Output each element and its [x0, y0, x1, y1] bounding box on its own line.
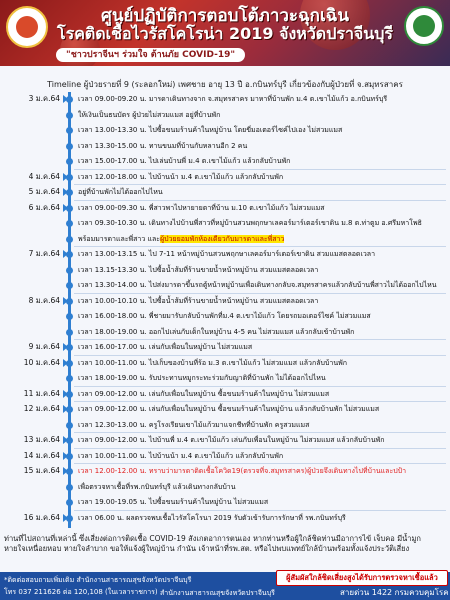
timeline-dot-icon	[66, 127, 73, 134]
entry-text: เวลา 06.00 น. ผลตรวจพบเชื้อไวรัสโคโรนา 2019 รับตัวเข้ารับการรักษาที่ รพ.กบินทร์บุรี	[78, 513, 346, 522]
timeline-entry	[0, 480, 450, 494]
timeline-entry	[0, 371, 450, 385]
timeline-dot-icon	[66, 515, 73, 522]
timeline-dot-icon	[66, 158, 73, 165]
timeline-entry	[0, 278, 450, 292]
timeline	[0, 92, 450, 528]
timeline-entry	[0, 247, 450, 261]
org-name: สำนักงานสาธารณสุขจังหวัดปราจีนบุรี	[160, 589, 275, 597]
page-title: ศูนย์ปฏิบัติการตอบโต้ภาวะฉุกเฉิน	[101, 6, 349, 26]
timeline-entry	[0, 170, 450, 184]
entry-text: อยู่ที่บ้านพักไม่ได้ออกไปไหน	[78, 188, 163, 196]
entry-text: เวลา 09.00-09.20 น. มารดาเดินทางจาก จ.สมุทรสาคร มาหาที่บ้านพัก ม.4 ต.เขาไม้แก้ว อ.กบินทร์บุรี	[78, 95, 388, 103]
entry-text: พร้อมมารดาและพี่สาว และผู้ป่วยยอมพักห้องเดียวกับมารดาและพี่สาว	[78, 234, 285, 243]
entry-date: 8 ม.ค.64	[28, 295, 60, 305]
timeline-entry	[0, 511, 450, 525]
timeline-entry	[0, 418, 450, 432]
entry-text: เวลา 12.30-13.00 น. ครูโรงเรียนเขาไม้แก้วมาแจกชีทที่บ้านพัก ครูสวมแมส	[78, 420, 310, 429]
timeline-entry	[0, 232, 450, 246]
hotline-number: สายด่วน 1422 กรมควบคุมโรค	[340, 588, 449, 597]
entry-date: 6 ม.ค.64	[28, 202, 60, 212]
header-banner	[0, 0, 450, 66]
timeline-entry	[0, 464, 450, 478]
timeline-dot-icon	[66, 267, 73, 274]
timeline-entry	[0, 325, 450, 339]
entry-text: เวลา 19.00-19.05 น. ไปซื้อขนมร้านค้าในหมู่บ้าน ไม่สวมแมส	[78, 498, 269, 506]
entry-text: เวลา 18.00-19.00 น. ออกไปเล่นกับเด็กในหมู่บ้าน 4-5 คน ไม่สวมแมส แล้วกลับเข้าบ้านพัก	[78, 327, 355, 336]
timeline-entry	[0, 495, 450, 509]
entry-text: เวลา 09.00-12.00 น. เล่นกับเพื่อนในหมู่บ้าน ซื้อขนมร้านค้าในหมู่บ้าน ไม่สวมแมส	[78, 389, 330, 398]
entry-date: 5 ม.ค.64	[28, 187, 60, 196]
entry-text: เวลา 15.00-17.00 น. ไปเล่นบ้านพี่ ม.4 ต.เขาไม้แก้ว แล้วกลับบ้านพัก	[78, 157, 291, 165]
entry-text: เวลา 09.00-12.00 น. ไปบ้านพี่ ม.4 ต.เขาไม้แก้ว เล่นกับเพื่อนในหมู่บ้าน ไม่สวมแมส แล้วกลับบ้านพัก	[78, 436, 385, 444]
page-subtitle: โรคติดเชื้อไวรัสโคโรน่า 2019 จังหวัดปราจีนบุรี	[57, 24, 393, 43]
timeline-entry	[0, 356, 450, 370]
timeline-dot-icon	[66, 112, 73, 119]
timeline-entry	[0, 154, 450, 168]
entry-date: 15 ม.ค.64	[23, 466, 60, 475]
timeline-dot-icon	[66, 375, 73, 382]
entry-text: เวลา 10.00-10.10 น. ไปซื้อน้ำส้มที่ร้านขายน้ำหน้าหมู่บ้าน สวมแมสตลอดเวลา	[78, 296, 319, 305]
entry-text: เวลา 13.30-14.00 น. ไปส่งมารดาขึ้นรถตู้หน้าหมู่บ้านเพื่อเดินทางกลับจ.สมุทรสาครแล้วกลับบ้านพี่สาวไม่ได้ออกไปไหน	[78, 281, 437, 289]
entry-date: 7 ม.ค.64	[28, 249, 60, 258]
contact-line-2: โทร 037 211626 ต่อ 120,108 (ในเวลาราชการ)	[4, 588, 158, 596]
entry-text: เวลา 09.00-12.00 น. เล่นกับเพื่อนในหมู่บ้าน ซื้อขนมร้านค้าในหมู่บ้าน แล้วกลับบ้านพัก ไม่สวมแมส	[78, 405, 380, 413]
timeline-entry	[0, 185, 450, 199]
advisory-notice: ท่านที่ไปสถานที่เหล่านี้ ซึ่งเสี่ยงต่อการติดเชื้อ COVID-19 สังเกตอาการตนเอง หากท่านหรือผู้ใกล้ชิดท่านมีอาการไข้ เจ็บคอ มีน้ำมูก หายใจเหนื่อยหอบ หายใจลำบาก ขอให้แจ้งผู้ใหญ่บ้าน กำนัน เจ้าหน้าที่รพ.สต. หรือไปพบแพทย์ใกล้บ้านพร้อมทั้งแจ้งประวัติเสี่ยง	[4, 534, 421, 553]
timeline-dot-icon	[66, 298, 73, 305]
entry-date: 12 ม.ค.64	[23, 404, 60, 413]
timeline-dot-icon	[66, 453, 73, 460]
timeline-entry	[0, 139, 450, 153]
entry-date: 9 ม.ค.64	[28, 342, 60, 351]
timeline-dot-icon	[66, 344, 73, 351]
timeline-dot-icon	[66, 422, 73, 429]
slogan-badge: "ชาวปราจีนฯ ร่วมใจ ต้านภัย COVID-19"	[56, 48, 245, 62]
timeline-entry	[0, 449, 450, 463]
entry-text: เวลา 09.00-09.30 น. พี่สาวพาไปหายายตาที่บ้าน ม.10 ต.เขาไม้แก้ว ไม่สวมแมส	[78, 203, 325, 212]
entry-date: 11 ม.ค.64	[23, 388, 60, 398]
timeline-dot-icon	[66, 406, 73, 413]
entry-date: 10 ม.ค.64	[23, 357, 60, 367]
timeline-dot-icon	[66, 174, 73, 181]
timeline-dot-icon	[66, 499, 73, 506]
entry-text: เวลา 09.30-10.30 น. เดินทางไปบ้านพี่สาวที่หมู่บ้านสวนพฤกษาเลคอร์มาร์เตอร์เขาดิน ม.8 ต.ท่าตูม อ.ศรีมหาโพธิ	[78, 219, 422, 227]
entry-date: 4 ม.ค.64	[28, 171, 60, 181]
timeline-entry	[0, 294, 450, 308]
timeline-entry	[0, 433, 450, 447]
entry-text: เวลา 13.00-13.30 น. ไปซื้อขนมร้านค้าในหมู่บ้าน โดยขี่มอเตอร์ไซค์ไปเอง ไม่สวมแมส	[78, 126, 343, 134]
provincial-seal-icon	[6, 6, 48, 48]
entry-text: เวลา 12.00-18.00 น. ไปบ้านน้า ม.4 ต.เขาไม้แก้ว แล้วกลับบ้านพัก	[78, 172, 284, 181]
timeline-dot-icon	[66, 189, 73, 196]
timeline-entry	[0, 92, 450, 106]
timeline-entry	[0, 201, 450, 215]
entry-date: 3 ม.ค.64	[28, 94, 60, 103]
entry-date: 13 ม.ค.64	[23, 435, 60, 444]
timeline-dot-icon	[66, 391, 73, 398]
timeline-dot-icon	[66, 468, 73, 475]
entry-text: ให้เงินเป็นธนบัตร ผู้ป่วยไม่สวมแมส อยู่ที่บ้านพัก	[78, 110, 221, 119]
entry-date: 14 ม.ค.64	[23, 450, 60, 460]
entry-text: เวลา 12.00-12.00 น. ทราบว่ามารดาติดเชื้อโควิด19(ตรวจที่จ.สมุทรสาคร)ผู้ป่วยจึงเดินทางไปที่บ้านและปป้า	[78, 467, 407, 475]
alert-badge: ผู้สัมผัสใกล้ชิดเสี่ยงสูงได้รับการตรวจหาเชื้อแล้ว	[276, 570, 448, 586]
timeline-entry	[0, 340, 450, 354]
entry-date: 16 ม.ค.64	[23, 512, 60, 522]
entry-text: เวลา 16.00-18.00 น. พี่ชายมารับกลับบ้านพักที่ม.4 ต.เขาไม้แก้ว โดยรถมอเตอร์ไซค์ ไม่สวมแมส	[78, 312, 371, 320]
timeline-entry	[0, 387, 450, 401]
timeline-title: Timeline ผู้ป่วยรายที่ 9 (ระลอกใหม่) เพศชาย อายุ 13 ปี อ.กบินทร์บุรี เกี่ยวข้องกับผู้ป่วยที่ จ.สมุทรสาคร	[47, 80, 403, 89]
timeline-dot-icon	[66, 205, 73, 212]
timeline-entry	[0, 309, 450, 323]
timeline-dot-icon	[66, 360, 73, 367]
entry-text: เวลา 16.00-17.00 น. เล่นกับเพื่อนในหมู่บ้าน ไม่สวมแมส	[78, 343, 253, 351]
timeline-entry	[0, 402, 450, 416]
timeline-dot-icon	[66, 96, 73, 103]
timeline-dot-icon	[66, 220, 73, 227]
timeline-entry	[0, 108, 450, 122]
timeline-dot-icon	[66, 437, 73, 444]
entry-text: เวลา 13.30-15.00 น. ทานขนมที่บ้านกับหลานอีก 2 คน	[78, 141, 248, 150]
entry-text: เวลา 18.00-19.00 น. รับประทานหมูกระทะร่วมกับญาติที่บ้านพัก ไม่ได้ออกไปไหน	[78, 374, 326, 382]
entry-text: เพื่อตรวจหาเชื้อที่รพ.กบินทร์บุรี แล้วเดินทางกลับบ้าน	[78, 482, 236, 491]
timeline-entry	[0, 123, 450, 137]
timeline-dot-icon	[66, 282, 73, 289]
timeline-entry	[0, 263, 450, 277]
timeline-dot-icon	[66, 251, 73, 258]
entry-text: เวลา 13.00-13.15 น. ไป 7-11 หน้าหมู่บ้านสวนพฤกษาเลคอร์มาร์เตอร์เขาดิน สวมแมสตลอดเวลา	[78, 250, 376, 258]
timeline-dot-icon	[66, 313, 73, 320]
highlight-text: ผู้ป่วยยอมพักห้องเดียวกับมารดาและพี่สาว	[160, 234, 285, 243]
moph-logo-icon	[404, 6, 444, 46]
contact-line-1: *ติดต่อสอบถามเพิ่มเติม สำนักงานสาธารณสุขจังหวัดปราจีนบุรี	[4, 576, 192, 584]
timeline-dot-icon	[66, 143, 73, 150]
entry-text: เวลา 13.15-13.30 น. ไปซื้อน้ำส้มที่ร้านขายน้ำหน้าหมู่บ้าน สวมแมสตลอดเวลา	[78, 265, 319, 274]
timeline-dot-icon	[66, 236, 73, 243]
entry-text: เวลา 10.00-11.00 น. ไปบ้านน้า ม.4 ต.เขาไม้แก้ว แล้วกลับบ้านพัก	[78, 451, 284, 460]
timeline-dot-icon	[66, 484, 73, 491]
entry-text: เวลา 10.00-11.00 น. ไปเก็บของบ้านที่ร้อ ม.3 ต.เขาไม้แก้ว ไม่สวมแมส แล้วกลับบ้านพัก	[78, 358, 347, 367]
timeline-entry	[0, 216, 450, 230]
timeline-dot-icon	[66, 329, 73, 336]
